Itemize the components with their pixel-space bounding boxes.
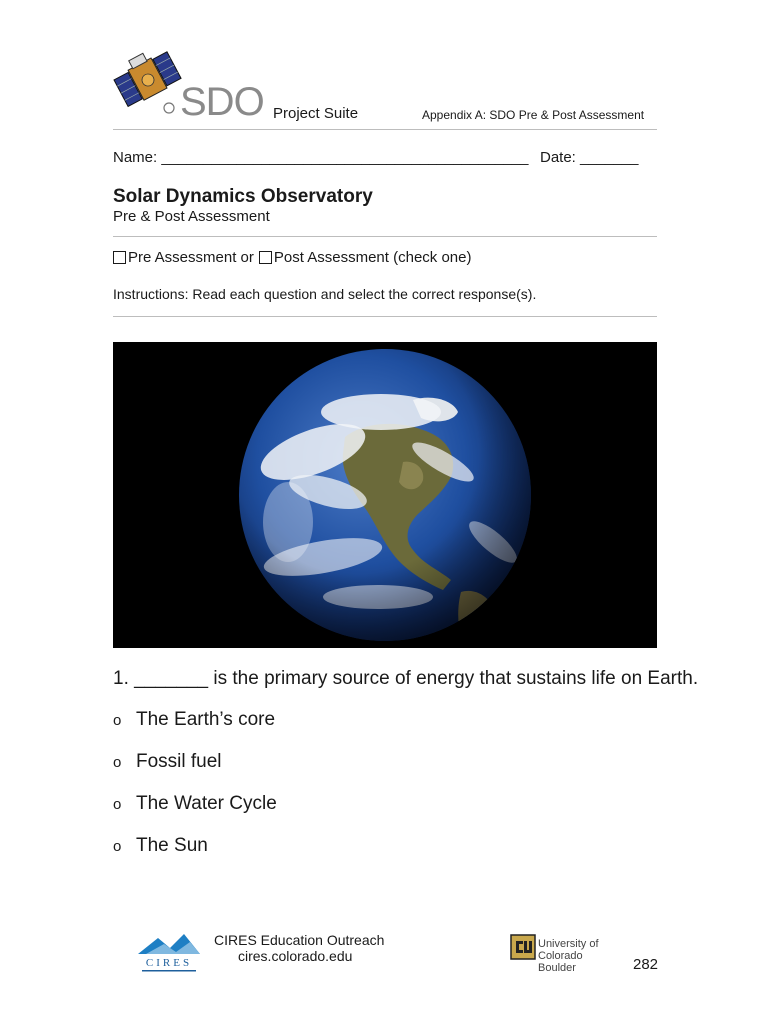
university-line-1: University of Colorado [538, 938, 599, 962]
option-label: The Earth’s core [136, 709, 276, 730]
post-assessment-checkbox[interactable] [259, 251, 272, 264]
instructions-divider [113, 316, 657, 317]
document-title: Solar Dynamics Observatory [113, 186, 373, 207]
answer-option[interactable] [113, 751, 222, 773]
option-bullet: o [113, 837, 122, 855]
option-label: The Sun [136, 835, 208, 856]
brand-title: SDO [180, 80, 264, 124]
option-label: The Water Cycle [136, 793, 277, 814]
section-divider [113, 236, 657, 237]
sdo-satellite-logo [112, 44, 184, 118]
appendix-label: Appendix A: SDO Pre & Post Assessment [422, 108, 645, 122]
answer-option[interactable] [113, 835, 208, 857]
footer-organization: CIRES Education Outreach [214, 932, 385, 948]
name-field[interactable]: Name: ____________________________________________ [113, 149, 529, 166]
footer-url[interactable]: cires.colorado.edu [238, 948, 353, 964]
answer-option[interactable] [113, 709, 275, 731]
header-divider [113, 129, 657, 130]
date-field[interactable]: Date: _______ [540, 149, 639, 166]
post-assessment-label: Post Assessment (check one) [273, 249, 472, 266]
answer-option[interactable] [113, 793, 277, 815]
option-bullet: o [113, 753, 122, 771]
instructions: Instructions: Read each question and select the correct response(s). [113, 286, 537, 302]
earth-image [113, 342, 657, 648]
suite-label: Project Suite [273, 105, 359, 122]
pre-assessment-label: Pre Assessment or [128, 249, 254, 266]
pre-assessment-checkbox[interactable] [113, 251, 126, 264]
option-bullet: o [113, 795, 122, 813]
svg-text:CIRES: CIRES [145, 957, 193, 969]
option-bullet: o [113, 711, 122, 729]
earth-globe-illustration [113, 342, 657, 648]
cu-boulder-logo [510, 934, 536, 960]
option-label: Fossil fuel [136, 751, 222, 772]
document-subtitle: Pre & Post Assessment [113, 208, 270, 225]
question-1: 1. _______ is the primary source of energy that sustains life on Earth. [113, 668, 699, 689]
assessment-type-row [113, 249, 471, 266]
page-number: 282 [633, 956, 659, 973]
university-name [538, 938, 638, 974]
cires-logo [136, 930, 202, 976]
university-line-2: Boulder [538, 962, 576, 974]
